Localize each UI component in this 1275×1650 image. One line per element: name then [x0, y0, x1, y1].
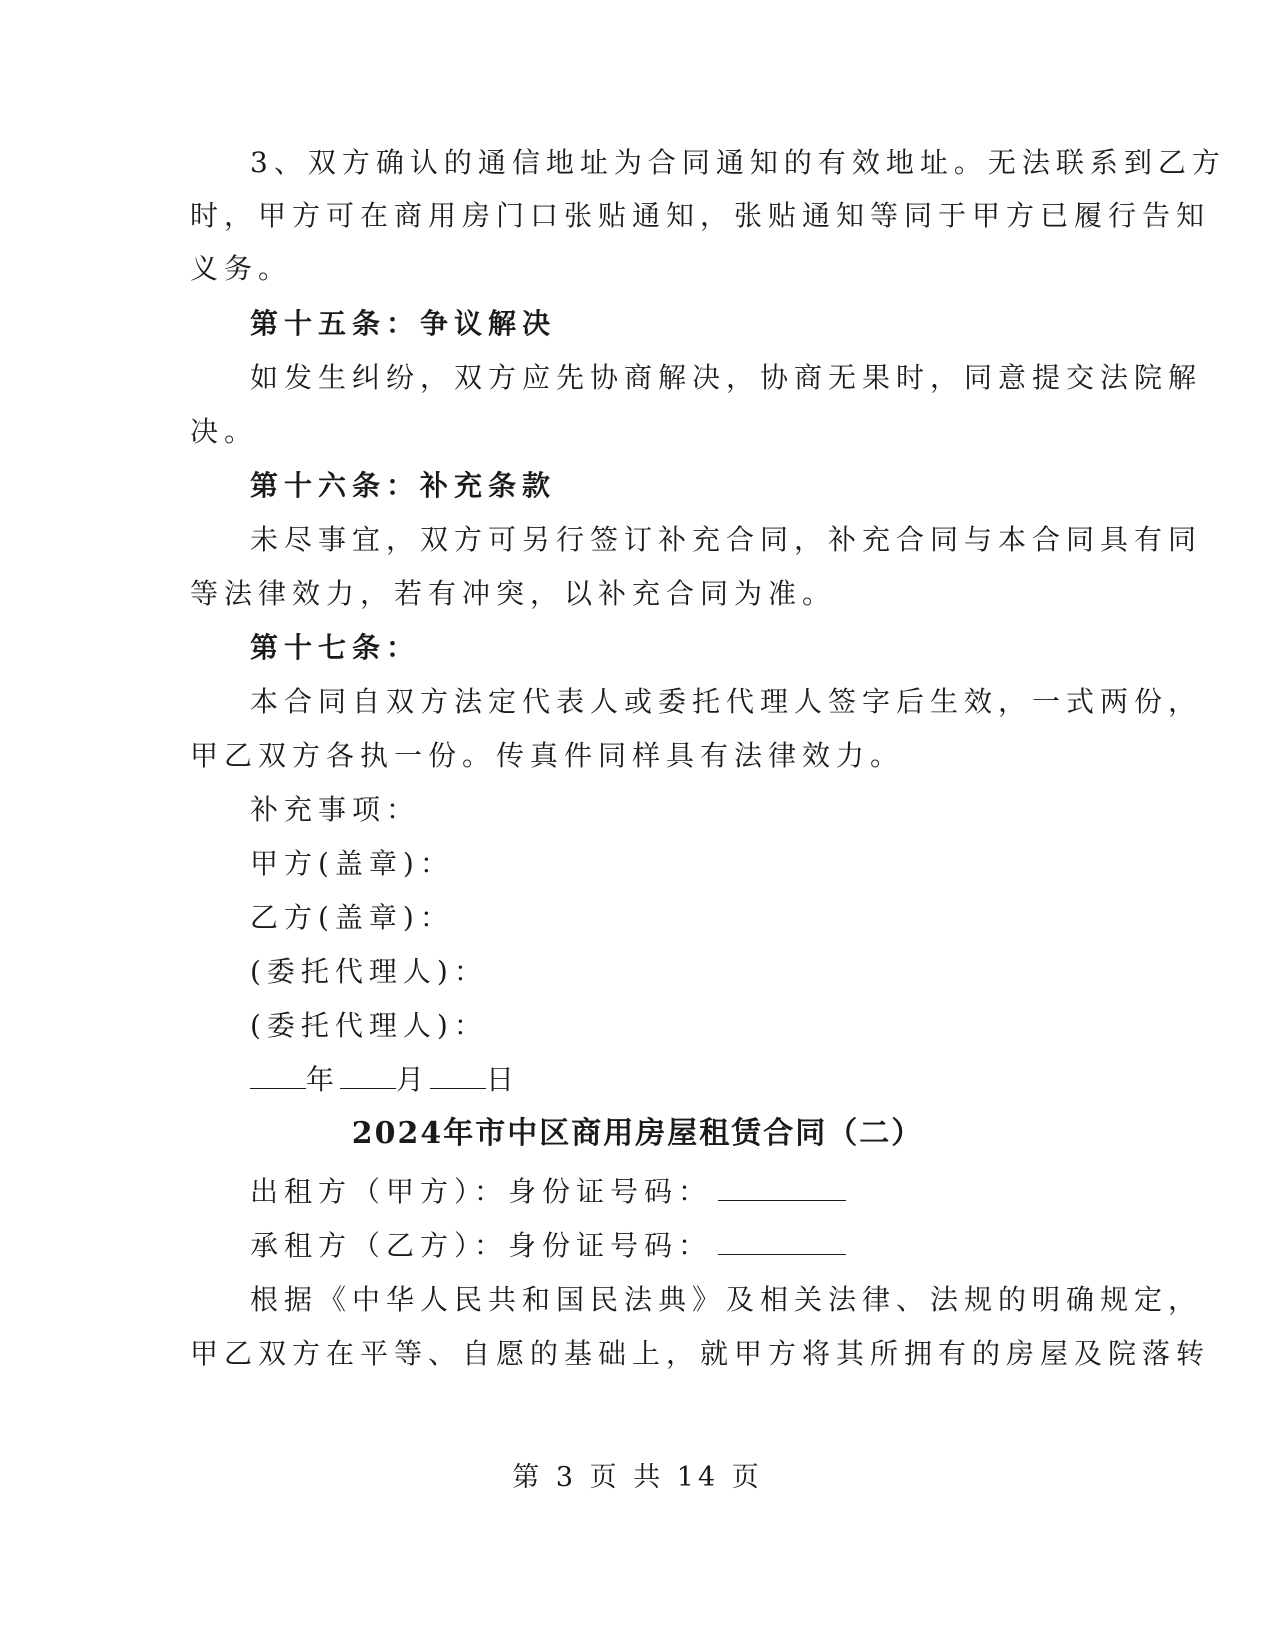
clause-16-text-line-1: 未尽事宜，双方可另行签订补充合同，补充合同与本合同具有同: [250, 523, 1203, 556]
clause-16-text-line-2: 等法律效力，若有冲突，以补充合同为准。: [190, 577, 837, 610]
clause-14-item-3-line-3: 义务。: [190, 252, 293, 285]
preamble-line-2: 甲乙双方在平等、自愿的基础上，就甲方将其所拥有的房屋及院落转: [190, 1337, 1211, 1370]
clause-16-heading: 第十六条：补充条款: [250, 469, 557, 502]
supplementary-items-label: 补充事项：: [250, 793, 421, 826]
lessor-id-blank: [718, 1174, 846, 1201]
clause-15-heading: 第十五条：争议解决: [250, 307, 557, 340]
clause-15-text-line-1: 如发生纠纷，双方应先协商解决，协商无果时，同意提交法院解: [250, 361, 1203, 394]
lessee-label: 承租方（乙方）：身份证号码：: [250, 1229, 713, 1262]
agent-b-label: (委托代理人)：: [250, 1009, 488, 1042]
clause-14-item-3-line-1: 3、双方确认的通信地址为合同通知的有效地址。无法联系到乙方: [250, 146, 1226, 179]
clause-17-heading: 第十七条：: [250, 631, 421, 664]
clause-14-item-3-line-2: 时，甲方可在商用房门口张贴通知，张贴通知等同于甲方已履行告知: [190, 199, 1211, 232]
page-number-footer: 第 3 页 共 14 页: [512, 1462, 763, 1493]
clause-15-text-line-2: 决。: [190, 415, 259, 448]
party-a-seal-label: 甲方(盖章)：: [250, 847, 454, 880]
lessee-id-blank: [718, 1228, 846, 1255]
clause-17-text-line-2: 甲乙双方各执一份。传真件同样具有法律效力。: [190, 739, 905, 772]
contract-2-title: 2024年市中区商用房屋租赁合同（二）: [351, 1116, 924, 1151]
preamble-line-1: 根据《中华人民共和国民法典》及相关法律、法规的明确规定，: [250, 1283, 1203, 1316]
year-label: 年: [306, 1063, 341, 1096]
month-label: 月: [396, 1063, 431, 1096]
lessor-label: 出租方（甲方）：身份证号码：: [250, 1175, 713, 1208]
month-blank: [340, 1062, 396, 1089]
day-label: 日: [486, 1063, 521, 1096]
clause-17-text-line-1: 本合同自双方法定代表人或委托代理人签字后生效，一式两份，: [250, 685, 1203, 718]
signing-date-line: [250, 1062, 520, 1098]
lessor-line: [250, 1174, 846, 1210]
day-blank: [430, 1062, 486, 1089]
agent-a-label: (委托代理人)：: [250, 955, 488, 988]
year-blank: [250, 1062, 306, 1089]
lessee-line: [250, 1228, 846, 1264]
party-b-seal-label: 乙方(盖章)：: [250, 901, 454, 934]
